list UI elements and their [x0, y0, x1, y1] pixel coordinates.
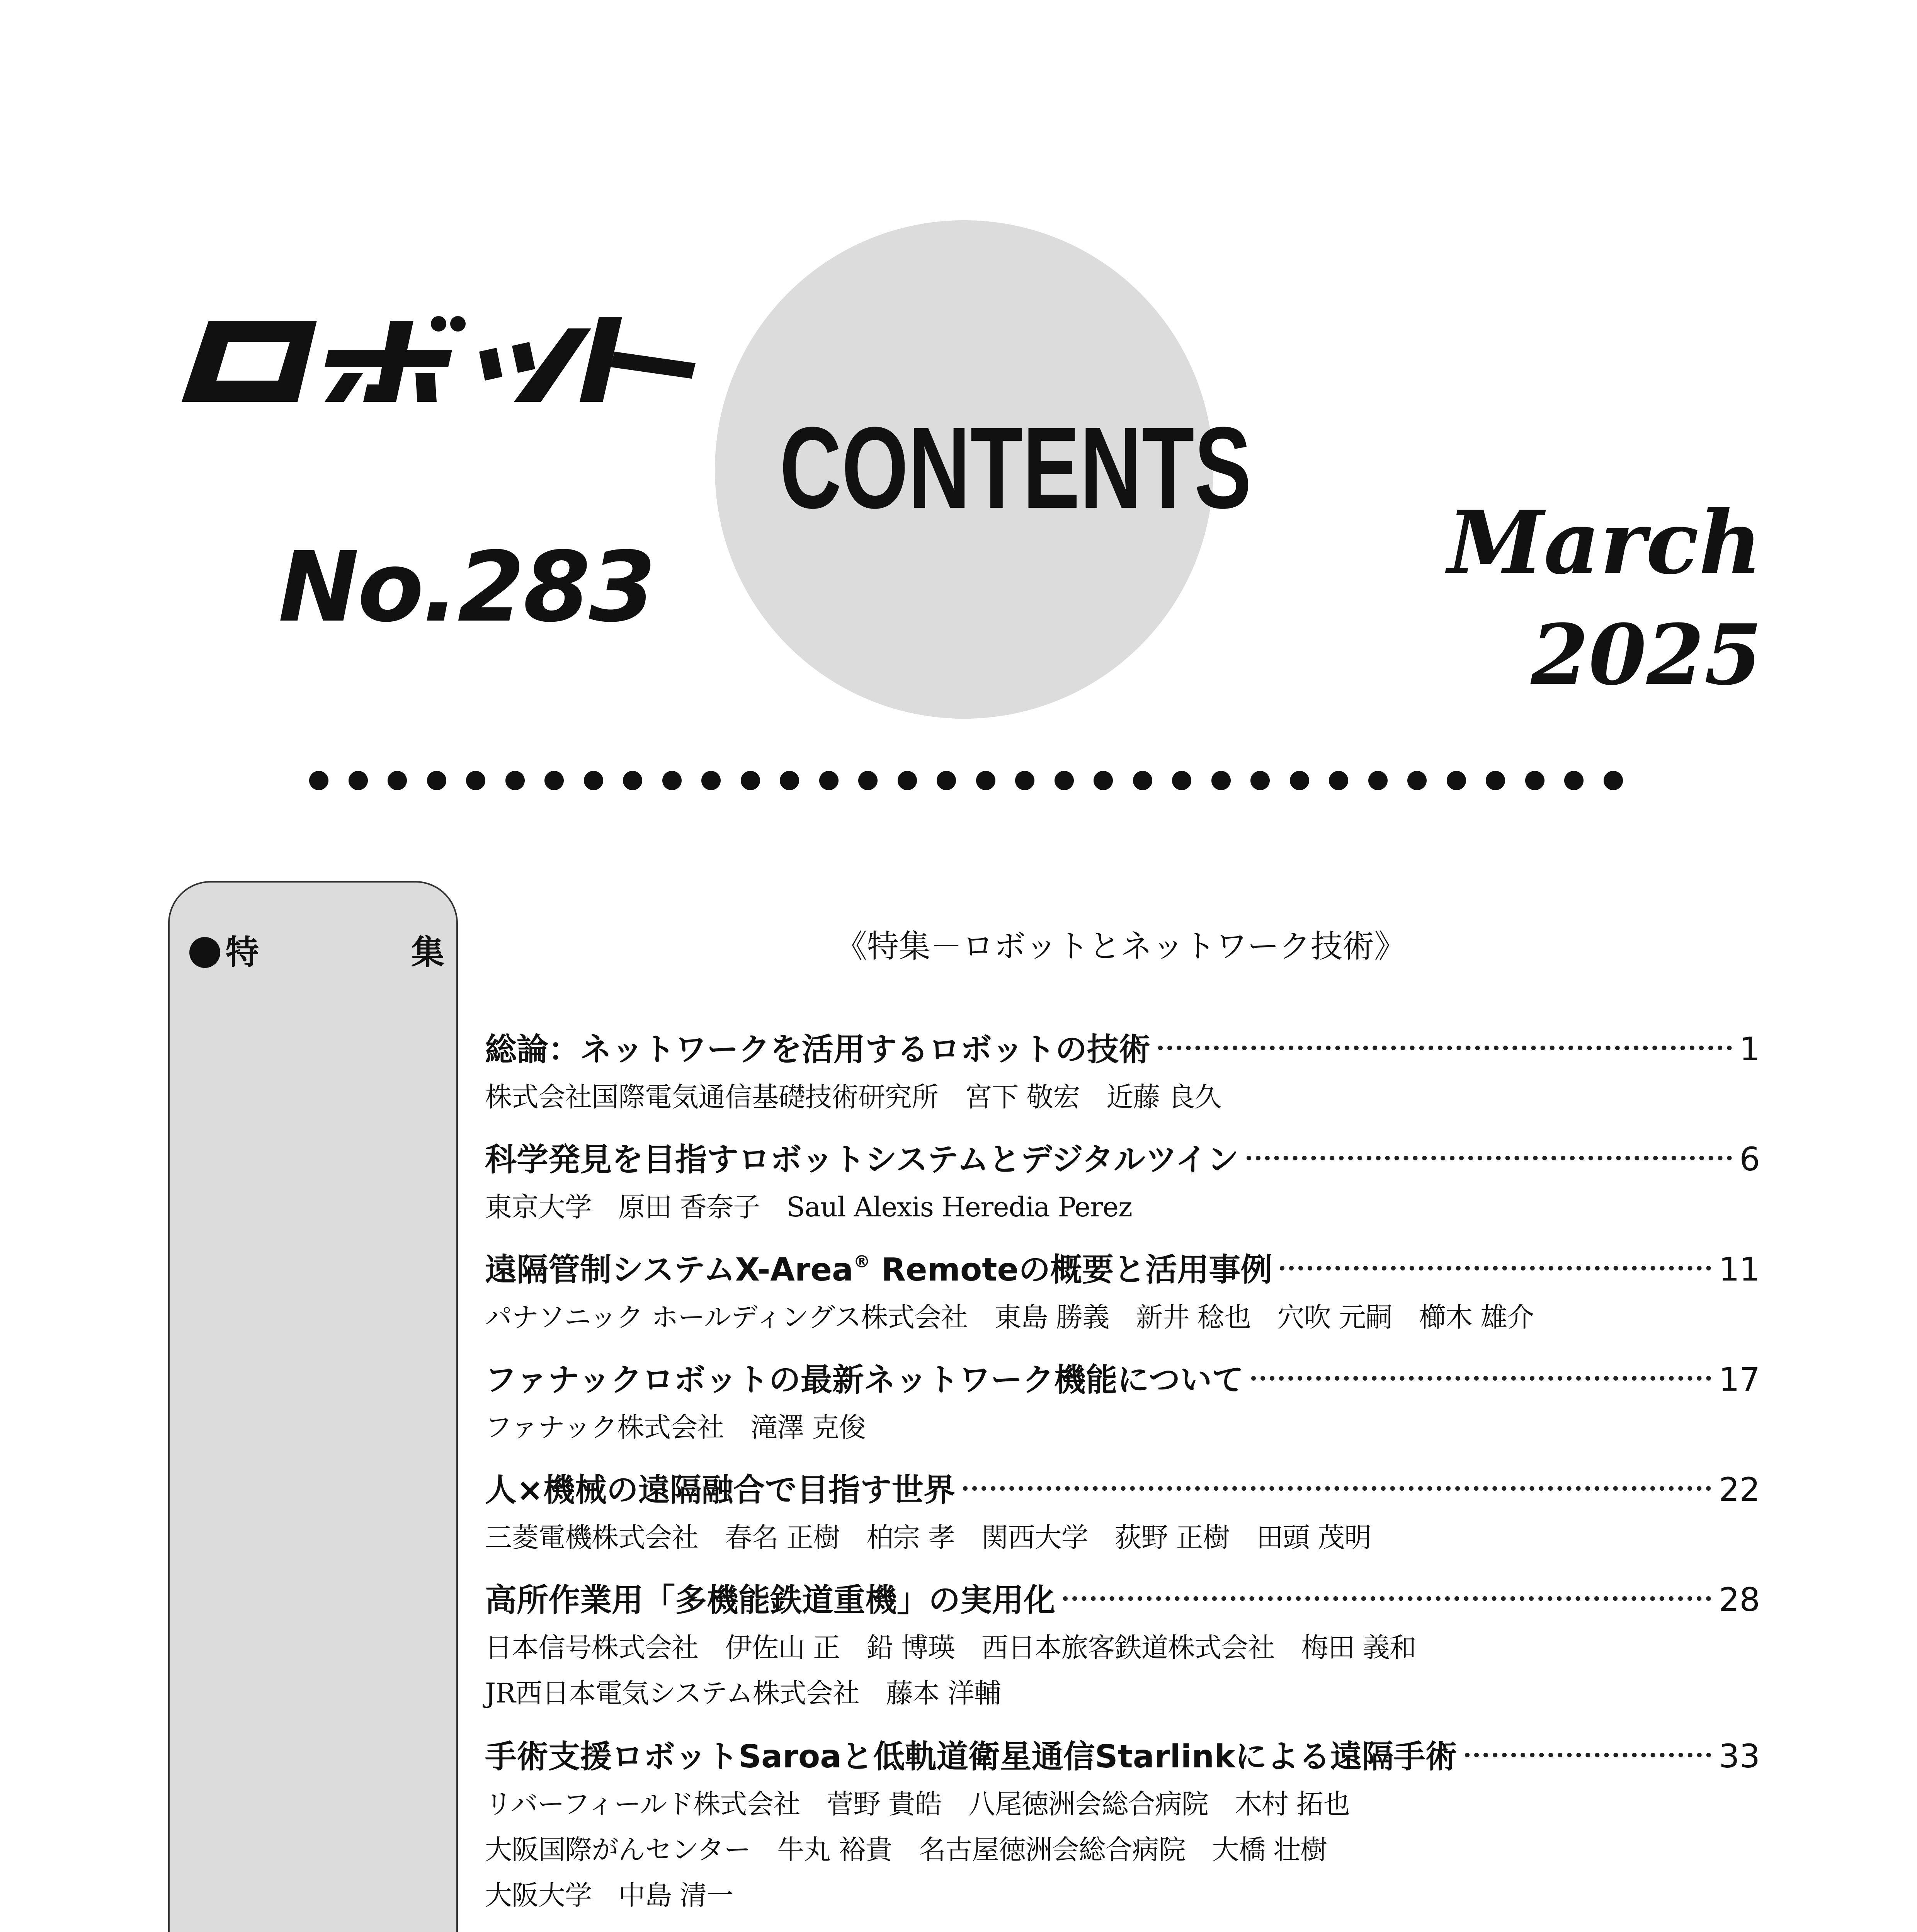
toc-entry[interactable] [485, 1575, 1760, 1716]
dot-leader [963, 1486, 1711, 1491]
article-authors: 東京大学 原田 香奈子 Saul Alexis Heredia Perez [485, 1191, 1132, 1223]
toc-entry[interactable] [485, 1134, 1760, 1230]
issue-month: March [1448, 492, 1762, 594]
dot-leader [1247, 1156, 1732, 1160]
article-authors: 大阪大学 中島 清一 [485, 1879, 733, 1911]
issue-year: 2025 [1531, 606, 1762, 704]
article-title[interactable]: ファナックロボットの最新ネットワーク機能について [485, 1362, 1244, 1398]
article-title[interactable]: 人×機械の遠隔融合で目指す世界 [485, 1472, 955, 1509]
toc-entry[interactable] [485, 1464, 1760, 1560]
article-authors: ファナック株式会社 滝澤 克俊 [485, 1412, 866, 1443]
magazine-logo [182, 305, 696, 410]
section-feature [189, 927, 444, 978]
registered-mark: ® [853, 1252, 871, 1272]
toc-entry[interactable] [485, 1731, 1760, 1918]
article-title[interactable]: 科学発見を目指すロボットシステムとデジタルツイン [485, 1141, 1239, 1178]
page-number: 1 [1739, 1030, 1760, 1068]
article-title[interactable]: 手術支援ロボットSaroaと低軌道衛星通信Starlinkによる遠隔手術 [485, 1738, 1457, 1775]
article-authors: 日本信号株式会社 伊佐山 正 鉛 博瑛 西日本旅客鉄道株式会社 梅田 義和 [485, 1632, 1416, 1663]
bullet-icon [189, 937, 220, 968]
page-number: 22 [1719, 1471, 1760, 1509]
category-panel [168, 881, 458, 1932]
page-number: 11 [1719, 1250, 1760, 1288]
article-title[interactable]: 遠隔管制システムX-Area® Remoteの概要と活用事例 [485, 1252, 1272, 1288]
dot-leader [1465, 1753, 1711, 1757]
page-number: 6 [1739, 1140, 1760, 1178]
article-authors: 三菱電機株式会社 春名 正樹 柏宗 孝 関西大学 荻野 正樹 田頭 茂明 [485, 1522, 1371, 1553]
contents-title: CONTENTS [779, 403, 1252, 532]
page-number: 17 [1719, 1361, 1760, 1398]
toc-entry[interactable] [485, 1354, 1760, 1450]
issue-number: No.283 [278, 531, 655, 643]
dot-leader [1063, 1596, 1711, 1601]
page-number: 33 [1719, 1737, 1760, 1775]
article-title[interactable]: 高所作業用「多機能鉄道重機」の実用化 [485, 1582, 1056, 1619]
article-title[interactable]: 総論：ネットワークを活用するロボットの技術 [485, 1031, 1151, 1068]
article-authors: JR西日本電気システム株式会社 藤本 洋輔 [485, 1677, 1001, 1709]
dotted-divider [309, 765, 1623, 796]
dot-leader [1280, 1266, 1711, 1270]
special-feature-heading: 《特集－ロボットとネットワーク技術》 [835, 928, 1406, 965]
toc-entry[interactable] [485, 1024, 1760, 1120]
article-authors: パナソニック ホールディングス株式会社 東島 勝義 新井 稔也 穴吹 元嗣 櫛木 雄介 [485, 1301, 1534, 1333]
article-authors: リバーフィールド株式会社 菅野 貴皓 八尾徳洲会総合病院 木村 拓也 [485, 1788, 1350, 1820]
dot-leader [1251, 1376, 1711, 1381]
article-authors: 株式会社国際電気通信基礎技術研究所 宮下 敬宏 近藤 良久 [485, 1081, 1221, 1113]
article-authors: 大阪国際がんセンター 牛丸 裕貴 名古屋徳洲会総合病院 大橋 壮樹 [485, 1834, 1327, 1866]
robot-logo-graphic [182, 305, 696, 410]
section-feature-label: 特 集 [226, 933, 444, 972]
page-number: 28 [1719, 1581, 1760, 1619]
toc-entry[interactable] [485, 1244, 1760, 1340]
dot-leader [1158, 1046, 1732, 1050]
